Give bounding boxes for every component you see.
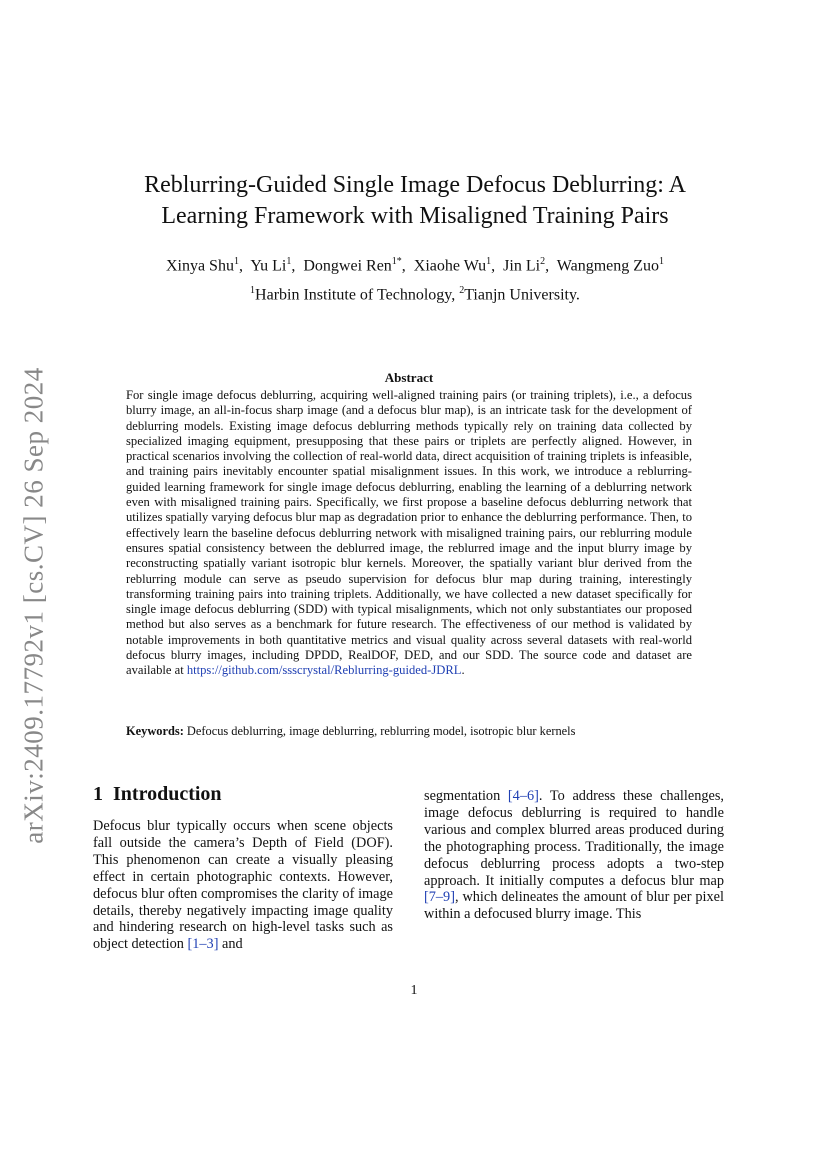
affil-sup: 2 <box>459 285 465 296</box>
page-number: 1 <box>410 983 418 998</box>
author-affil-sup: 2 <box>540 256 546 267</box>
author-affil-sup: 1* <box>391 256 402 267</box>
citation-link[interactable]: [1–3] <box>187 936 219 953</box>
keywords-label: Keywords: <box>126 724 184 738</box>
left-column-end: and <box>218 936 243 953</box>
affil-name: Tianjn University. <box>464 286 580 304</box>
intro-right-column <box>424 788 724 923</box>
right-column-mid: . To address these challenges, image defocus deblurring is required to handle various and complex blurred areas produced during the photographing process. Traditionally, the image defocus deblurring process adopts a two-step approach. It initially computes a defocus blur map <box>424 788 724 889</box>
keywords <box>126 724 692 739</box>
author-affil-sup: 1 <box>233 256 239 267</box>
affiliations <box>90 285 740 304</box>
section-number: 1 <box>93 783 103 805</box>
arxiv-stamp <box>8 360 60 850</box>
author-affil-sup: 1 <box>486 256 492 267</box>
author-name: Yu Li <box>250 257 287 275</box>
abstract-end: . <box>461 663 465 678</box>
citation-link[interactable]: [4–6] <box>507 788 539 804</box>
right-column-start: segmentation <box>424 788 508 804</box>
affil-name: Harbin Institute of Technology, <box>255 286 456 304</box>
author-affil-sup: 1 <box>659 256 665 267</box>
code-link[interactable]: https://github.com/ssscrystal/Reblurring-guided-JDRL <box>186 663 462 678</box>
abstract-text: For single image defocus deblurring, acquiring well-aligned training pairs (or training triplets), i.e., a defocus blurry image, an all-in-focus sharp image (and a defocus blur map), is an intricate task for the development of deblurring models. Existing image defocus deblurring methods typically rely on training data collected by specialized imaging equipment, presupposing that these pairs or triplets are perfectly aligned. However, in practical scenarios involving the collection of real-world data, direct acquisition of training triplets is infeasible, and training pairs inevitably encounter spatial misalignment issues. In this work, we introduce a reblurring-guided learning framework for single image defocus deblurring, enabling the learning of a deblurring network even with misaligned training pairs. Specifically, we first propose a baseline defocus deblurring network that utilizes spatially varying defocus blur map as degradation prior to enhance the deblurring performance. Then, to effectively learn the baseline defocus deblurring network with misaligned training pairs, our reblurring module ensures spatial consistency between the deblurred image, the reblurred image and the input blurry image by reconstructing spatially variant isotropic blur kernels. Moreover, the spatially variant blur derived from the reblurring module can serve as pseudo supervision for defocus blur map during training, interestingly transforming training pairs into training triplets. Additionally, we have collected a new dataset specifically for single image defocus deblurring (SDD) with typical misalignments, which not only substantiates our proposed method but also serves as a benchmark for future research. The effectiveness of our method is validated by notable improvements in both quantitative metrics and visual quality across several datasets with real-world defocus blurry images, including DPDD, RealDOF, DED, and our SDD. The source code and dataset are available at <box>126 388 692 678</box>
author-name: Xinya Shu <box>165 257 234 275</box>
author-list: Xinya Shu$^1$, Yu Li$^1$, Dongwei Ren$^{1*}$, Xiaohe Wu$^1$, Jin Li$^2$, Wangmeng Zuo$^1$ <box>165 256 665 275</box>
intro-left-column <box>93 818 393 953</box>
author-name: Jin Li <box>503 257 541 275</box>
author-name: Xiaohe Wu <box>413 257 487 275</box>
keywords-text: Defocus deblurring, image deblurring, reblurring model, isotropic blur kernels <box>183 724 576 738</box>
arxiv-id-text[interactable]: arXiv:2409.17792v1 [cs.CV] 26 Sep 2024 <box>18 366 49 844</box>
author-name: Wangmeng Zuo <box>556 257 660 275</box>
paper-title: Reblurring-Guided Single Image Defocus Deblurring: A Learning Framework with Misaligned Training Pairs <box>144 172 686 229</box>
abstract-body <box>126 388 692 679</box>
abstract-heading: Abstract <box>384 370 434 385</box>
right-column-end: , which delineates the amount of blur per pixel within a defocused blurry image. This <box>424 889 724 923</box>
left-column-text: Defocus blur typically occurs when scene objects fall outside the camera’s Depth of Field (DOF). This phenomenon can create a visually pleasing effect in certain photographic contexts. However, defocus blur often compromises the clarity of image details, thereby negatively impacting image quality and hindering research on high-level tasks such as object detection <box>93 818 393 953</box>
section-heading <box>93 783 222 806</box>
affil-sup: 1 <box>250 285 256 296</box>
author-name: Dongwei Ren <box>303 257 392 275</box>
author-affil-sup: 1 <box>286 256 292 267</box>
citation-link[interactable]: [7–9] <box>424 889 455 906</box>
section-title: Introduction <box>113 783 222 805</box>
